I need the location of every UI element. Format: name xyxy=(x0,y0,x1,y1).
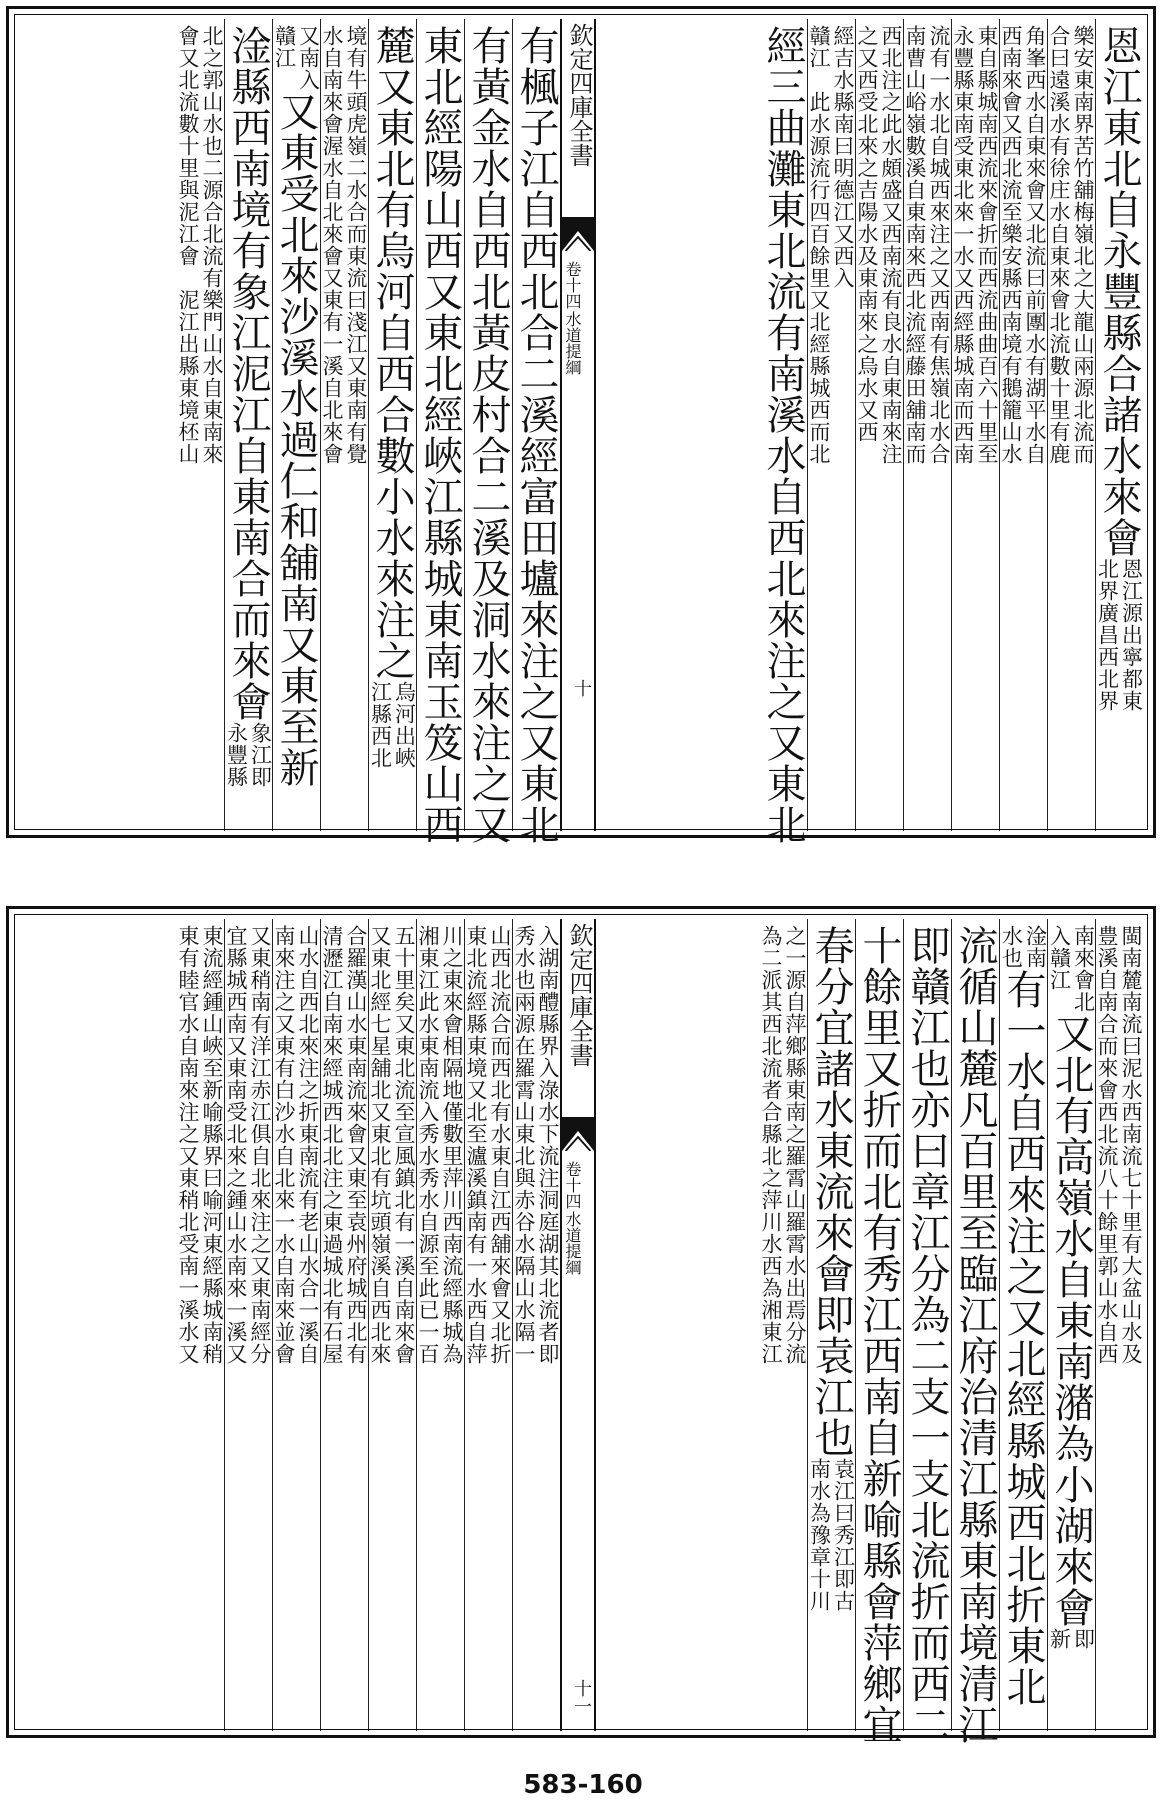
text-column xyxy=(951,919,999,1745)
annotation-line: 北之郭山水也二源合北流有樂門山水自東南來 xyxy=(200,25,224,465)
volume-title: 水道提綱 xyxy=(563,311,582,375)
text-column xyxy=(368,919,416,1731)
text-column xyxy=(999,919,1047,1731)
annotation-line: 山水自西北來注之折東南流有老山水合一溪自 xyxy=(296,925,320,1365)
annotation-line: 東有睦官水自南來注之又東稍北受南一溪水又 xyxy=(176,925,200,1365)
volume-number: 卷十四 xyxy=(563,261,582,309)
text-column xyxy=(855,19,903,831)
annotation-line: 贛江 此水源流行四百餘里又北經縣城西而北 xyxy=(807,25,831,465)
text-column xyxy=(903,919,951,1745)
page-footer-number: 583-160 xyxy=(523,1770,643,1800)
main-text: 又北有高嶺水自東南潴為小湖來會 xyxy=(1048,1013,1094,1628)
annotation-line: 為二派其西北流者合縣北之萍川水西為湘東江 xyxy=(759,925,783,1365)
text-column xyxy=(224,919,272,1731)
top-right-text-block xyxy=(584,19,1144,845)
text-column xyxy=(1095,19,1143,831)
annotation-line: 象江即 xyxy=(248,722,273,788)
annotation-line: 水也 xyxy=(999,925,1024,969)
annotation-line: 又東稍南有洋江赤江俱自北來注之又東南經分 xyxy=(248,925,272,1365)
annotation-line: 川之東來會相隔地僅數里萍川西南流經縣城為 xyxy=(440,925,464,1365)
text-column xyxy=(464,19,512,845)
main-text: 有一水自西來注之又北經縣城西北折東北 xyxy=(1000,969,1046,1707)
annotation-line: 入湖南醴縣界入淥水下流注洞庭湖其北流者即 xyxy=(536,925,560,1365)
text-column xyxy=(320,919,368,1731)
text-column xyxy=(320,19,368,831)
text-column xyxy=(807,19,855,831)
annotation-line: 贛江 xyxy=(272,25,297,69)
annotation xyxy=(808,1458,855,1612)
annotation-line: 西北注之此水頗盛又西南流有良水自東南來注 xyxy=(879,25,903,465)
annotation-line: 樂安東南界苦竹舖梅嶺北之大龍山兩源北流而 xyxy=(1071,25,1095,465)
text-column xyxy=(272,919,320,1731)
text-column xyxy=(368,19,416,831)
book-title: 欽定四庫全書 xyxy=(565,923,593,1067)
text-column xyxy=(176,919,224,1731)
annotation-line: 東北流經縣東境又北至瀘溪鎮南有一水西自萍 xyxy=(464,925,488,1365)
annotation-line: 境有牛頭虎嶺二水合而東流曰淺江又東南有覺 xyxy=(344,25,368,465)
text-column xyxy=(512,919,560,1731)
main-text: 有楓子江自西北合二溪經富田壚來注之又東北 xyxy=(513,25,559,845)
volume-label xyxy=(564,261,580,375)
text-column xyxy=(416,919,464,1731)
text-column xyxy=(512,19,560,845)
annotation-line: 水自南來會渥水自北來會又東有一溪自北來會 xyxy=(320,25,344,465)
annotation-line: 江縣西北 xyxy=(368,681,393,769)
center-margin xyxy=(560,919,596,1731)
annotation-line: 北界廣昌西北界 xyxy=(1095,558,1120,712)
annotation-line: 豊溪自南合而來會西北流八十餘里郭山水自西 xyxy=(1095,925,1119,1365)
annotation-line: 南水為豫章十川 xyxy=(807,1458,832,1612)
annotation-line: 宜縣城西南又東南受北來之鍾山水南來一溪又 xyxy=(224,925,248,1365)
annotation-line: 淦南 xyxy=(1023,925,1048,969)
volume-title: 水道提綱 xyxy=(563,1211,582,1275)
page-number: 十一 xyxy=(571,1679,592,1715)
bottom-right-text-block xyxy=(584,919,1143,1745)
annotation-line: 新 xyxy=(1047,1628,1072,1650)
annotation-line: 經吉水縣南曰明德江又西入 xyxy=(831,25,855,289)
main-text: 麓又東北有烏河自西合數小水來注之 xyxy=(369,25,415,681)
annotation-line: 閩南麓南流曰泥水西南流七十里有大盆山水及 xyxy=(1119,925,1143,1365)
text-column xyxy=(416,19,464,845)
main-text: 經三曲灘東北流有南溪水自西北來注之又東北 xyxy=(760,25,806,845)
annotation-line: 會又北流數十里與泥江會 泥江出縣東境柸山 xyxy=(176,25,200,465)
annotation-line: 南來注之又東有白沙水自北來一水自南來並會 xyxy=(272,925,296,1365)
main-text: 即贛江也亦曰章江分為二支一支北流折而西二 xyxy=(904,925,950,1745)
annotation xyxy=(369,681,416,769)
annotation-line: 之一源自萍鄉縣東南之羅霄山羅霄水出焉分流 xyxy=(783,925,807,1365)
annotation xyxy=(1048,919,1095,1013)
top-page xyxy=(6,6,1156,845)
page-number: 十 xyxy=(571,679,592,697)
annotation-line: 西南來會又西北流至樂安縣西南境有鵝籠山水 xyxy=(999,25,1023,465)
main-text: 恩江東北自永豐縣合諸水來會 xyxy=(1096,25,1142,558)
bottom-page xyxy=(6,906,1156,1745)
annotation-line: 之又西受北來之吉陽水及東南來之烏水又西 xyxy=(855,25,879,443)
main-text: 又東受北來沙溪水過仁和舖南又東至新 xyxy=(273,91,319,788)
main-text: 東北經陽山西又東北經峽江縣城東南玉笈山西 xyxy=(417,25,463,845)
annotation-line: 清瀝江自南來經城西北北注之東過城北有石屋 xyxy=(320,925,344,1365)
text-column xyxy=(464,919,512,1731)
text-column xyxy=(999,19,1047,831)
text-column xyxy=(951,19,999,831)
book-title: 欽定四庫全書 xyxy=(565,23,593,167)
annotation-line: 袁江曰秀江即古 xyxy=(831,1458,856,1612)
annotation-line: 南來會北 xyxy=(1071,925,1096,1013)
annotation-line: 恩江源出寧都東 xyxy=(1119,558,1144,712)
main-text: 流循山麓凡百里至臨江府治清江縣東南境清江 xyxy=(952,925,998,1745)
annotation xyxy=(1048,1628,1095,1650)
text-column xyxy=(807,919,855,1731)
annotation-line: 又南入 xyxy=(296,25,321,91)
main-text: 淦縣西南境有象江泥江自東南合而來會 xyxy=(225,25,271,722)
main-text: 十餘里又折而北有秀江西南自新喻縣會萍鄉宜 xyxy=(856,925,902,1745)
text-column xyxy=(903,19,951,831)
center-margin xyxy=(560,19,596,831)
text-column xyxy=(176,19,224,831)
annotation-line: 流有一水北自城西來注之又西南有焦嶺北水合 xyxy=(927,25,951,465)
annotation-line: 入贛江 xyxy=(1047,925,1072,991)
annotation-line: 烏河出峽 xyxy=(392,681,417,769)
annotation-line: 東流經鍾山峽至新喻縣界曰喻河東經縣城南稍 xyxy=(200,925,224,1365)
annotation-line: 秀水也兩源在羅霄山東北與赤谷水隔山水隔一 xyxy=(512,925,536,1365)
volume-number: 卷十四 xyxy=(563,1161,582,1209)
annotation-line: 湘東江此水東南流入秀水秀水自源至此已一百 xyxy=(416,925,440,1365)
annotation-line: 永豐縣東南受東北來一水又西經縣城南而西南 xyxy=(951,25,975,465)
annotation-line: 合羅漢山水東南流來會又東至袁州府城西北有 xyxy=(344,925,368,1365)
annotation xyxy=(1096,558,1143,712)
text-column xyxy=(759,19,807,845)
text-column xyxy=(1095,919,1143,1731)
annotation-line: 永豐縣 xyxy=(224,722,249,788)
annotation-line: 又東北經七星舖北又東北有坑頭嶺溪自西北來 xyxy=(368,925,392,1365)
text-column xyxy=(1047,19,1095,831)
annotation-line: 合曰遠溪水有徐庄水自東來會北流數十里有鹿 xyxy=(1047,25,1071,465)
annotation-line: 角峯西水自東來會又北流曰前團水有湖平水自 xyxy=(1023,25,1047,465)
annotation-line: 五十里矣又東北流至宣風鎮北有一溪自南來會 xyxy=(392,925,416,1365)
bottom-left-text-block xyxy=(19,919,560,1731)
volume-label xyxy=(564,1161,580,1275)
text-column xyxy=(759,919,807,1731)
text-column xyxy=(1047,919,1095,1731)
annotation-line: 山西北流合而西北有水東自江西舖來會又北折 xyxy=(488,925,512,1365)
text-column xyxy=(855,919,903,1745)
top-left-text-block xyxy=(19,19,560,845)
annotation-line: 南曹山峪嶺數溪自東南來西北流經藤田舖南而 xyxy=(903,25,927,465)
text-column xyxy=(224,19,272,831)
text-column xyxy=(272,19,320,831)
fish-tail-icon xyxy=(562,1117,594,1151)
annotation xyxy=(273,19,320,91)
annotation xyxy=(1000,919,1047,969)
main-text: 有黃金水自西北黃皮村合二溪及洞水來注之又 xyxy=(465,25,511,845)
annotation-line: 即 xyxy=(1071,1628,1096,1650)
main-text: 春分宜諸水東流來會即袁江也 xyxy=(808,925,854,1458)
fish-tail-icon xyxy=(562,217,594,251)
annotation xyxy=(225,722,272,788)
annotation-line: 東自縣城南西流來會折而西流曲曲百六十里至 xyxy=(975,25,999,465)
